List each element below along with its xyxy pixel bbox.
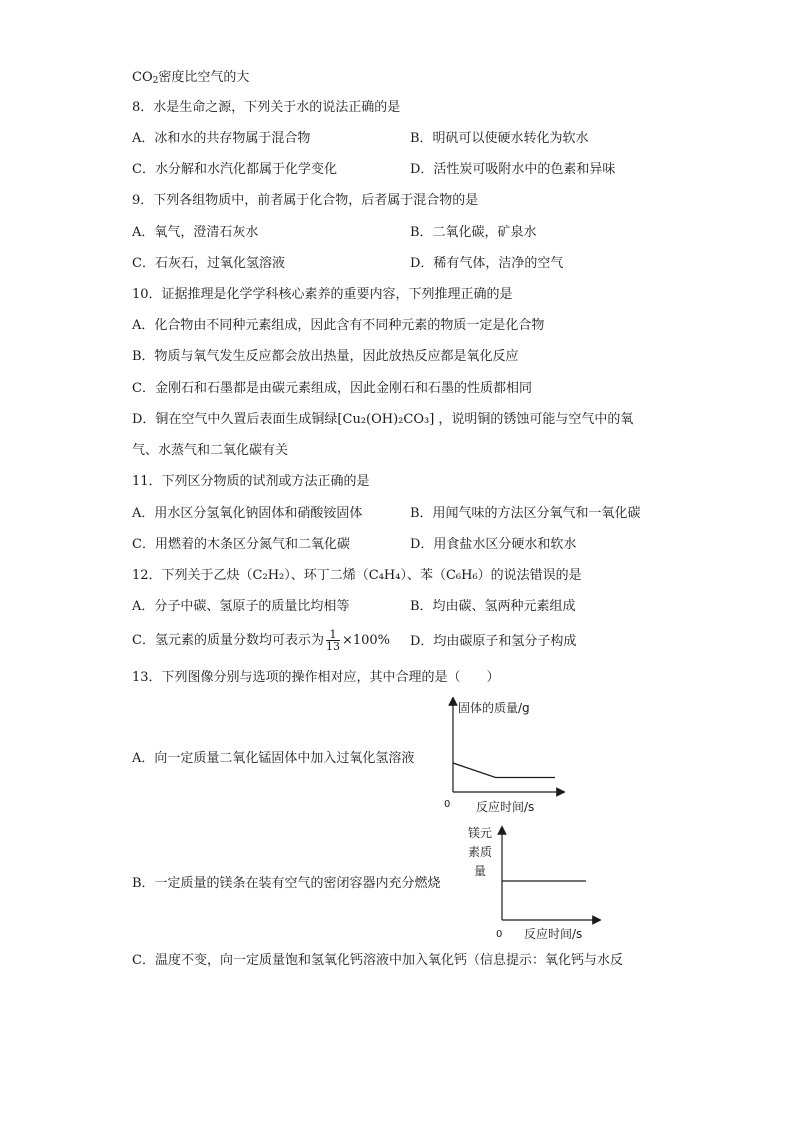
option-8d: D．活性炭可吸附水中的色素和异味	[410, 162, 616, 177]
fraction-denominator: 13	[325, 640, 340, 653]
option-10d-line1: D．铜在空气中久置后表面生成铜绿[Cu₂(OH)₂CO₃] ，说明铜的锈蚀可能与空气中的氧	[132, 412, 634, 427]
option-11b: B．用闻气味的方法区分氧气和一氧化碳	[410, 506, 641, 521]
option-12a: A．分子中碳、氢原子的质量比均相等	[132, 599, 350, 614]
option-9c: C．石灰石，过氧化氢溶液	[132, 256, 285, 271]
fraction	[326, 629, 340, 652]
graph-a-series-line	[453, 763, 555, 778]
option-8a: A．冰和水的共存物属于混合物	[132, 131, 311, 146]
option-13c: C．温度不变，向一定质量饱和氢氧化钙溶液中加入氧化钙（信息提示：氧化钙与水反	[132, 953, 623, 968]
graph-b-y-label-1: 镁元	[468, 826, 493, 840]
option-12d: D．均由碳原子和氢分子构成	[410, 634, 577, 649]
option-13a: A．向一定质量二氧化锰固体中加入过氧化氢溶液	[132, 751, 415, 766]
question-13: 13．下列图像分别与选项的操作相对应，其中合理的是（ ）	[132, 670, 500, 685]
question-10: 10．证据推理是化学学科核心素养的重要内容，下列推理正确的是	[132, 287, 513, 302]
graph-a-y-label: 固体的质量/g	[458, 701, 530, 715]
option-10b: B．物质与氧气发生反应都会放出热量，因此放热反应都是氧化反应	[132, 349, 519, 364]
option-11a: A．用水区分氢氧化钠固体和硝酸铵固体	[132, 506, 363, 521]
option-10a: A．化合物由不同种元素组成，因此含有不同种元素的物质一定是化合物	[132, 318, 545, 333]
continuation-line: $CO_2$密度比空气的大	[132, 70, 250, 86]
graph-b-origin: 0	[496, 929, 503, 940]
question-8: 8．水是生命之源，下列关于水的说法正确的是	[132, 100, 401, 115]
option-11c: C．用燃着的木条区分氮气和二氧化碳	[132, 537, 350, 552]
question-11: 11．下列区分物质的试剂或方法正确的是	[132, 474, 370, 489]
graph-a-origin: 0	[444, 799, 451, 810]
graph-b-y-label-2: 素质	[468, 845, 493, 859]
option-12b: B．均由碳、氢两种元素组成	[410, 599, 576, 614]
option-10c: C．金刚石和石墨都是由碳元素组成，因此金刚石和石墨的性质都相同	[132, 381, 532, 396]
fraction-numerator: 1	[326, 629, 340, 641]
graph-b	[462, 820, 602, 942]
option-8b: B．明矾可以使硬水转化为软水	[410, 131, 589, 146]
option-12c	[132, 626, 390, 656]
option-12c-text: C．氢元素的质量分数均可表示为	[132, 633, 324, 648]
graph-a-x-label: 反应时间/s	[476, 800, 535, 814]
graph-b-y-label-3: 量	[474, 864, 487, 878]
option-9d: D．稀有气体，洁净的空气	[410, 256, 564, 271]
graph-a	[436, 697, 566, 819]
option-13b: B．一定质量的镁条在装有空气的密闭容器内充分燃烧	[132, 876, 441, 891]
option-9a: A．氧气，澄清石灰水	[132, 225, 259, 240]
option-12c-percent: ×100%	[341, 633, 391, 648]
question-12: 12．下列关于乙炔（C₂H₂）、环丁二烯（C₄H₄）、苯（C₆H₆）的说法错误的是	[132, 568, 582, 583]
option-10d-line2: 气、水蒸气和二氧化碳有关	[132, 443, 289, 458]
option-8c: C．水分解和水汽化都属于化学变化	[132, 162, 337, 177]
graph-b-x-label: 反应时间/s	[524, 927, 583, 941]
question-9: 9．下列各组物质中，前者属于化合物，后者属于混合物的是	[132, 193, 479, 208]
option-11d: D．用食盐水区分硬水和软水	[410, 537, 577, 552]
option-9b: B．二氧化碳，矿泉水	[410, 225, 537, 240]
